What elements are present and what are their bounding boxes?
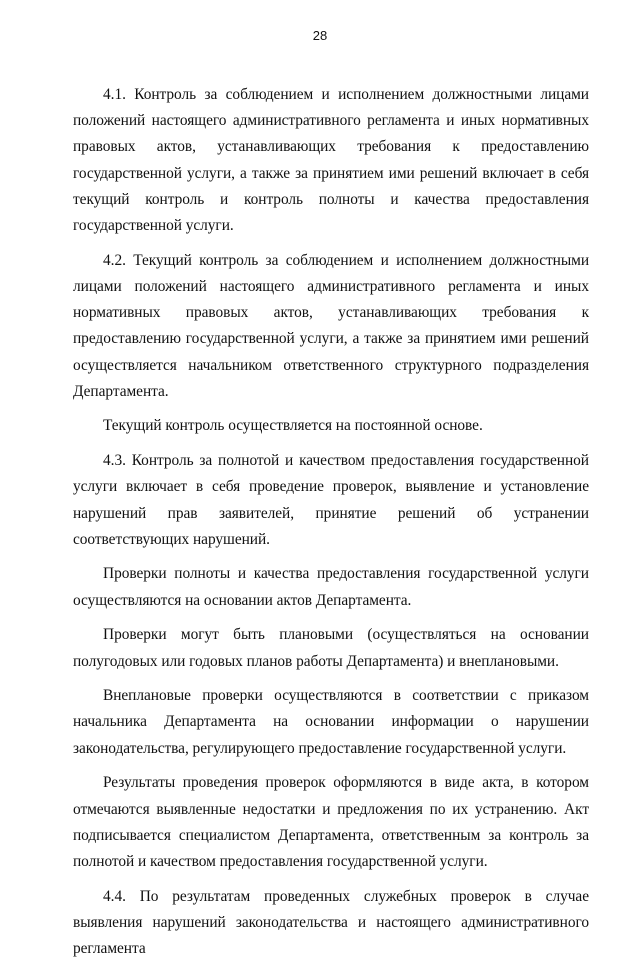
paragraph-4-1: 4.1. Контроль за соблюдением и исполнением должностными лицами положений настоящего административного регламента и иных нормативных правовых актов, устанавливающих требования к предоставлению государственной услуги, а также за принятием ими решений включает в себя текущий контроль и контроль полноты и качества предоставления государственной услуги. (73, 86, 589, 235)
paragraph-4-3: 4.3. Контроль за полнотой и качеством предоставления государственной услуги включает в себя проведение проверок, выявление и установление нарушений прав заявителей, принятие решений об устранении соответствующих нарушений. (73, 452, 589, 548)
document-body (73, 82, 589, 958)
page-number: 28 (312, 28, 328, 43)
paragraph-4-2: 4.2. Текущий контроль за соблюдением и исполнением должностными лицами положений настоящего административного регламента и иных нормативных правовых актов, устанавливающих требования к предоставлению государственной услуги, а также за принятием ими решений осуществляется начальником ответственного структурного подразделения Департамента. (73, 251, 589, 400)
paragraph-inspection-results: Результаты проведения проверок оформляются в виде акта, в котором отмечаются выявленные недостатки и предложения по их устранению. Акт подписывается специалистом Департамента, ответственным за контроль за полнотой и качеством предоставления государственной услуги. (73, 774, 589, 870)
paragraph-inspections-basis: Проверки полноты и качества предоставления государственной услуги осуществляются на основании актов Департамента. (73, 565, 589, 609)
paragraph-4-4: 4.4. По результатам проведенных служебных проверок в случае выявления нарушений законодательства и настоящего административного регламента (73, 887, 589, 958)
paragraph-inspection-types: Проверки могут быть плановыми (осуществляться на основании полугодовых или годовых планов работы Департамента) и внеплановыми. (73, 626, 589, 670)
paragraph-unscheduled-inspections: Внеплановые проверки осуществляются в соответствии с приказом начальника Департамента на основании информации о нарушении законодательства, регулирующего предоставление государственной услуги. (73, 687, 589, 757)
paragraph-current-control: Текущий контроль осуществляется на постоянной основе. (103, 417, 483, 435)
